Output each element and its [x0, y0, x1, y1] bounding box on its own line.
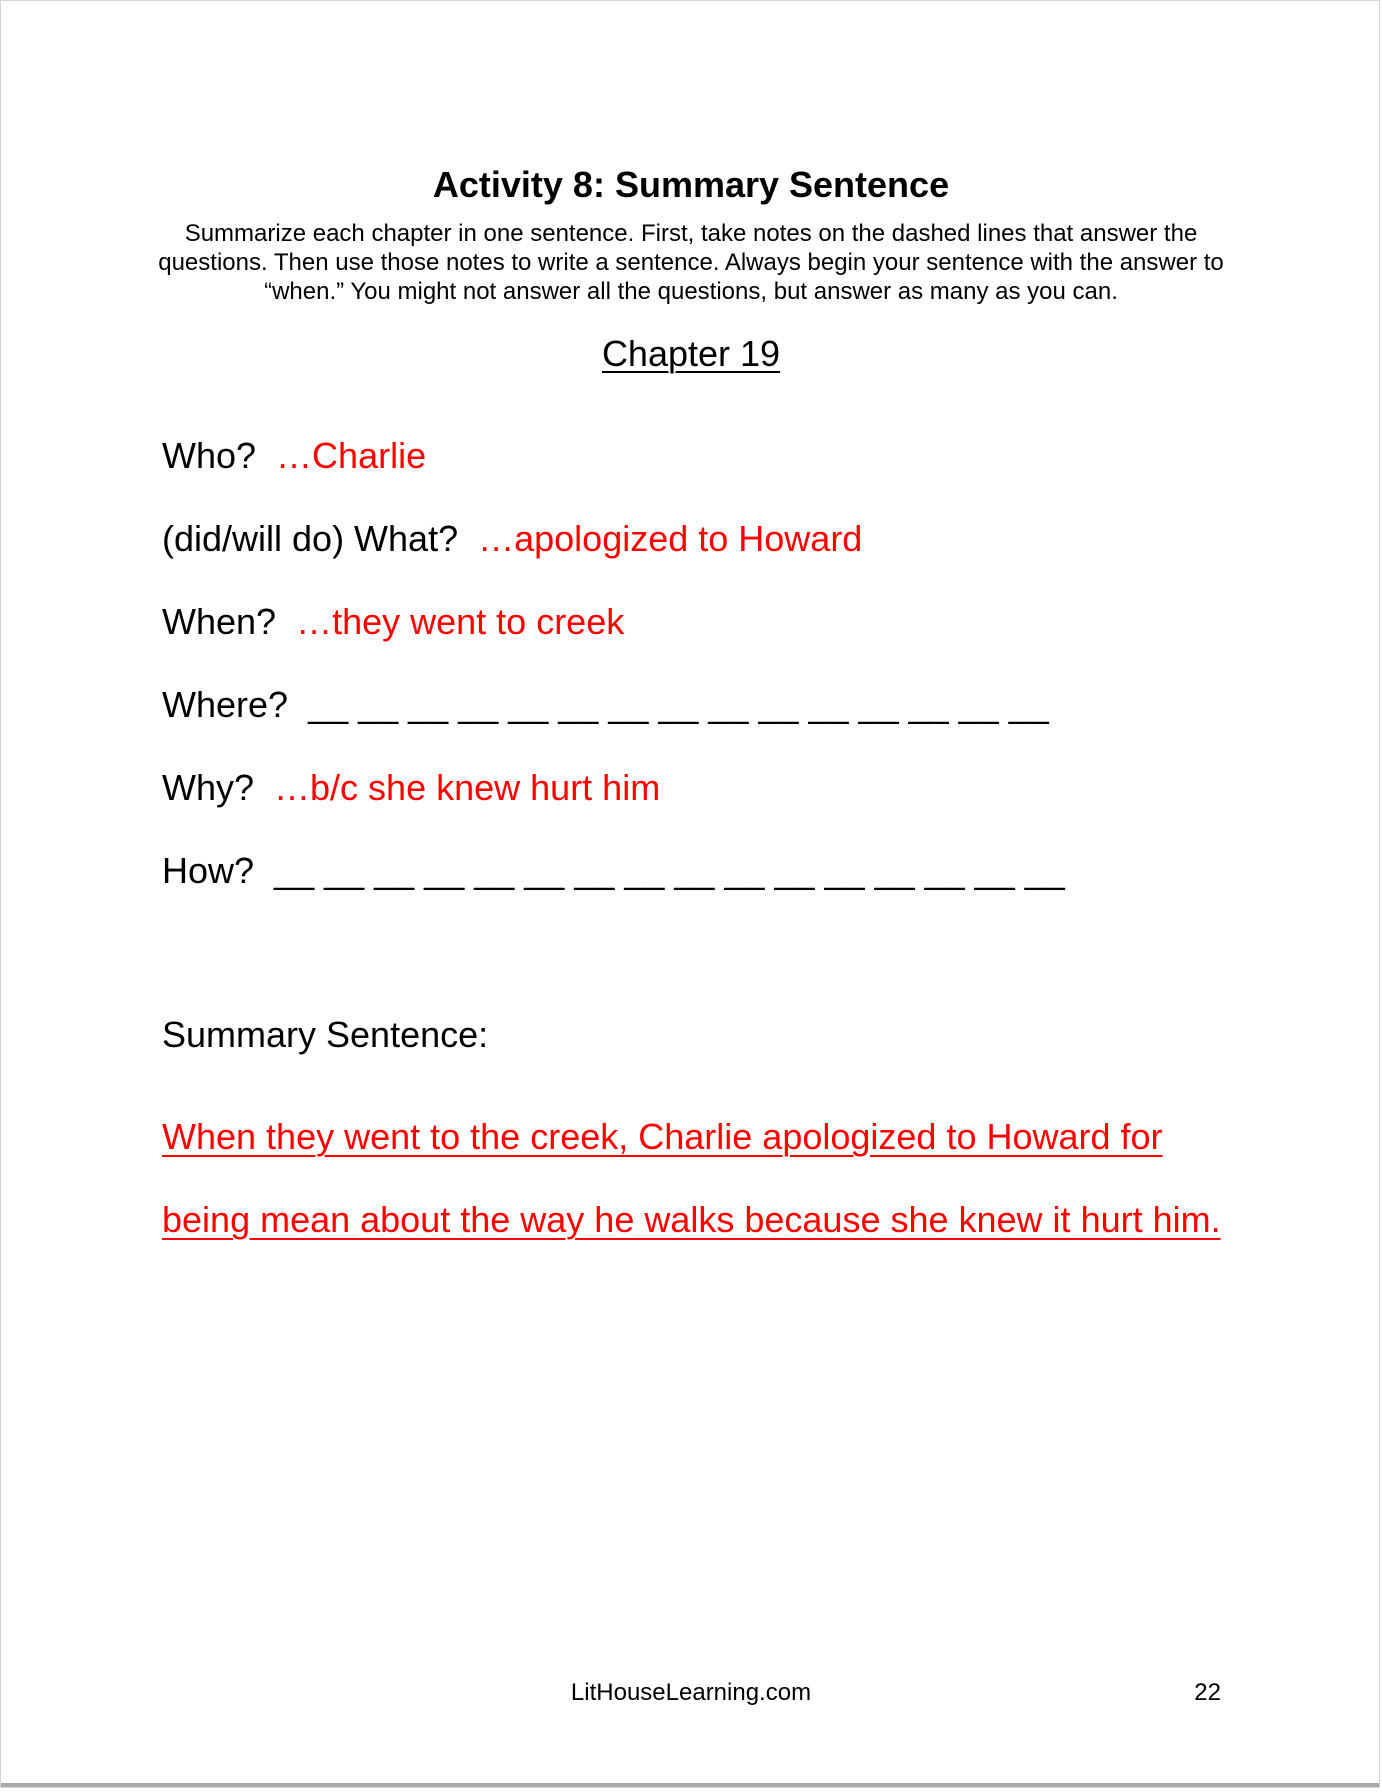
question-why-answer: …b/c she knew hurt him	[274, 767, 661, 808]
question-why	[162, 766, 660, 810]
page-bottom-edge	[1, 1783, 1379, 1787]
question-why-label: Why?	[162, 767, 255, 808]
footer-website: LitHouseLearning.com	[570, 1679, 812, 1706]
question-how-label: How?	[162, 850, 255, 891]
summary-sentence-text: When they went to the creek, Charlie apologized to Howard for being mean about the way he walks because she knew it hurt him.	[162, 1116, 1221, 1240]
question-how	[162, 849, 1065, 893]
chapter-heading-text: Chapter 19	[601, 333, 781, 374]
instructions-paragraph: Summarize each chapter in one sentence. First, take notes on the dashed lines that answer the questions. Then use those notes to write a sentence. Always begin your sentence with the answer to “when.” You might not answer all the questions, but answer as many as you can.	[158, 220, 1224, 305]
question-what-label: (did/will do) What?	[162, 518, 459, 559]
page-number: 22	[1194, 1679, 1221, 1706]
question-what	[162, 517, 862, 561]
activity-title: Activity 8: Summary Sentence	[432, 164, 950, 205]
question-where-blank: __ __ __ __ __ __ __ __ __ __ __ __ __ __ __	[308, 684, 1049, 725]
question-when	[162, 600, 624, 644]
question-where-label: Where?	[162, 684, 289, 725]
question-when-answer: …they went to creek	[296, 601, 625, 642]
question-when-label: When?	[162, 601, 277, 642]
summary-sentence-label: Summary Sentence:	[162, 1014, 489, 1055]
question-what-answer: …apologized to Howard	[478, 518, 863, 559]
question-who	[162, 434, 426, 478]
chapter-heading	[1, 332, 1381, 376]
question-where	[162, 683, 1049, 727]
question-who-label: Who?	[162, 435, 257, 476]
question-how-blank: __ __ __ __ __ __ __ __ __ __ __ __ __ __ __ __	[274, 850, 1065, 891]
question-who-answer: …Charlie	[276, 435, 427, 476]
